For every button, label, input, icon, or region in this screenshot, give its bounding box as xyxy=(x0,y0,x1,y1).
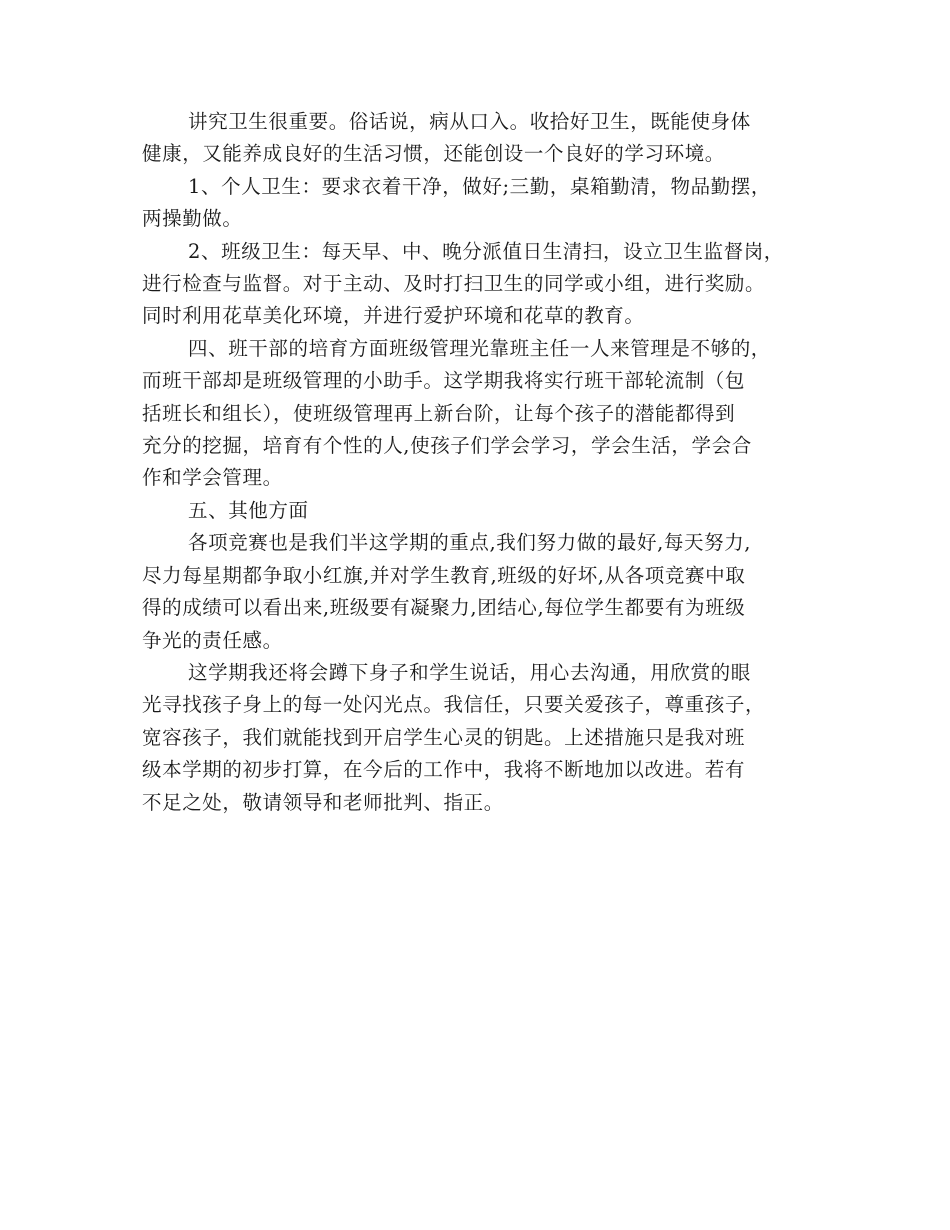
text-line: 光寻找孩子身上的每一处闪光点。我信任，只要关爱孩子，尊重孩子， xyxy=(142,693,766,717)
text-line: 进行检查与监督。对于主动、及时打扫卫生的同学或小组，进行奖励。 xyxy=(142,272,766,296)
text-line: 作和学会管理。 xyxy=(142,466,283,490)
text-line: 不足之处，敬请领导和老师批判、指正。 xyxy=(142,790,504,814)
text-line: 这学期我还将会蹲下身子和学生说话，用心去沟通，用欣赏的眼 xyxy=(188,660,751,684)
text-line: 健康，又能养成良好的生活习惯，还能创设一个良好的学习环境。 xyxy=(142,142,725,166)
paragraph-closing xyxy=(142,657,822,819)
text-line: 两操勤做。 xyxy=(142,207,243,231)
text-line: 同时利用花草美化环境，并进行爱护环境和花草的教育。 xyxy=(142,304,645,328)
text-line: 1、个人卫生：要求衣着干净，做好;三勤，桌箱勤清，物品勤摆， xyxy=(188,174,771,198)
text-line: 而班干部却是班级管理的小助手。这学期我将实行班干部轮流制（包 xyxy=(142,369,746,393)
paragraph-competitions xyxy=(142,527,822,657)
text-line: 各项竞赛也是我们半这学期的重点,我们努力做的最好,每天努力, xyxy=(188,531,752,555)
text-line: 宽容孩子，我们就能找到开启学生心灵的钥匙。上述措施只是我对班 xyxy=(142,725,746,749)
text-line: 充分的挖掘，培育有个性的人,使孩子们学会学习，学会生活，学会合 xyxy=(142,434,752,458)
text-line: 括班长和组长），使班级管理再上新台阶，让每个孩子的潜能都得到 xyxy=(142,401,736,425)
paragraph-personal-hygiene xyxy=(142,171,822,236)
text-line: 五、其他方面 xyxy=(188,498,309,522)
document-body xyxy=(142,106,822,819)
text-line: 讲究卫生很重要。俗话说，病从口入。收拾好卫生，既能使身体 xyxy=(188,110,751,133)
section-heading-other xyxy=(142,495,822,527)
paragraph-hygiene-intro xyxy=(142,106,822,171)
text-line: 得的成绩可以看出来,班级要有凝聚力,团结心,每位学生都要有为班级 xyxy=(142,596,746,620)
text-line: 尽力每星期都争取小红旗,并对学生教育,班级的好坏,从各项竞赛中取 xyxy=(142,563,746,587)
paragraph-class-cadres xyxy=(142,333,822,495)
text-line: 级本学期的初步打算，在今后的工作中，我将不断地加以改进。若有 xyxy=(142,758,746,782)
text-line: 争光的责任感。 xyxy=(142,628,283,652)
text-line: 四、班干部的培育方面班级管理光靠班主任一人来管理是不够的， xyxy=(188,336,771,360)
text-line: 2、班级卫生：每天早、中、晚分派值日生清扫，设立卫生监督岗， xyxy=(188,239,784,263)
paragraph-class-hygiene xyxy=(142,236,822,333)
